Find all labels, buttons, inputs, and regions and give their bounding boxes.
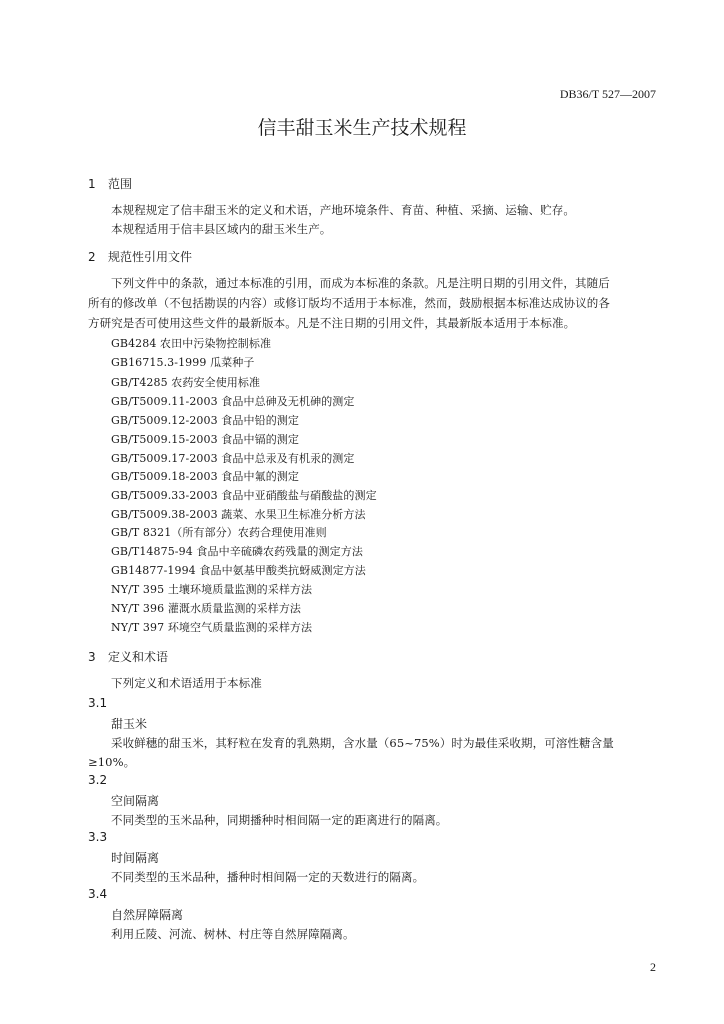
reference-item: NY/T 395 土壤环境质量监测的采样方法	[111, 583, 313, 596]
section-title: 定义和术语	[108, 650, 169, 664]
reference-item: NY/T 396 灌溉水质量监测的采样方法	[111, 602, 302, 615]
reference-item: GB/T 8321（所有部分）农药合理使用准则	[111, 526, 327, 539]
paragraph: 本规程规定了信丰甜玉米的定义和术语，产地环境条件、育苗、种植、采摘、运输、贮存。	[111, 203, 575, 217]
page-number: 2	[650, 960, 656, 974]
reference-item: GB/T5009.12-2003 食品中铅的测定	[111, 414, 300, 427]
term-definition: 不同类型的玉米品种，同期播种时相间隔一定的距离进行的隔离。	[111, 813, 448, 827]
reference-item: GB14877-1994 食品中氨基甲酸类抗蚜威测定方法	[111, 564, 366, 577]
reference-item: GB4284 农田中污染物控制标准	[111, 337, 272, 350]
reference-item: GB16715.3-1999 瓜菜种子	[111, 356, 255, 369]
reference-item: GB/T4285 农药安全使用标准	[111, 376, 261, 389]
reference-item: GB/T5009.15-2003 食品中镉的测定	[111, 433, 300, 446]
paragraph-line: 方研究是否可使用这些文件的最新版本。凡是不注日期的引用文件，其最新版本适用于本标准。	[88, 316, 576, 330]
clause-number: 3.1	[88, 696, 108, 710]
term-definition: 不同类型的玉米品种，播种时相间隔一定的天数进行的隔离。	[111, 870, 425, 884]
paragraph: 本规程适用于信丰县区域内的甜玉米生产。	[111, 222, 332, 236]
reference-item: GB/T5009.11-2003 食品中总砷及无机砷的测定	[111, 395, 355, 408]
section-2-heading	[88, 248, 192, 265]
paragraph-line: 下列文件中的条款，通过本标准的引用，而成为本标准的条款。凡是注明日期的引用文件，其随后	[111, 276, 610, 290]
clause-number: 3.4	[88, 887, 108, 901]
section-number: 2	[88, 250, 96, 264]
reference-item: GB/T5009.38-2003 蔬菜、水果卫生标准分析方法	[111, 508, 366, 521]
section-3-heading	[88, 648, 168, 665]
section-title: 范围	[108, 177, 133, 191]
reference-item: NY/T 397 环境空气质量监测的采样方法	[111, 621, 313, 634]
document-title: 信丰甜玉米生产技术规程	[257, 117, 467, 139]
standard-code: DB36/T 527—2007	[559, 87, 656, 101]
paragraph-line: 所有的修改单（不包括勘误的内容）或修订版均不适用于本标准，然而，鼓励根据本标准达成协议的各	[88, 296, 610, 310]
term-title: 甜玉米	[111, 717, 148, 731]
section-number: 1	[88, 177, 96, 191]
term-title: 空间隔离	[111, 794, 160, 808]
reference-item: GB/T5009.18-2003 食品中氟的测定	[111, 470, 300, 483]
reference-item: GB/T5009.33-2003 食品中亚硝酸盐与硝酸盐的测定	[111, 489, 377, 502]
section-1-heading	[88, 175, 132, 192]
term-definition: 采收鲜穗的甜玉米，其籽粒在发育的乳熟期，含水量（65~75%）时为最佳采收期，可溶性糖含量	[111, 736, 614, 750]
term-definition: 利用丘陵、河流、树林、村庄等自然屏障隔离。	[111, 927, 355, 941]
term-title: 自然屏障隔离	[111, 908, 184, 922]
reference-item: GB/T14875-94 食品中辛硫磷农药残量的测定方法	[111, 545, 363, 558]
term-title: 时间隔离	[111, 851, 160, 865]
term-definition: ≥10%。	[88, 755, 136, 769]
section-title: 规范性引用文件	[108, 250, 193, 264]
paragraph: 下列定义和术语适用于本标准	[111, 676, 262, 690]
reference-item: GB/T5009.17-2003 食品中总汞及有机汞的测定	[111, 452, 355, 465]
section-number: 3	[88, 650, 96, 664]
clause-number: 3.3	[88, 830, 108, 844]
clause-number: 3.2	[88, 773, 108, 787]
